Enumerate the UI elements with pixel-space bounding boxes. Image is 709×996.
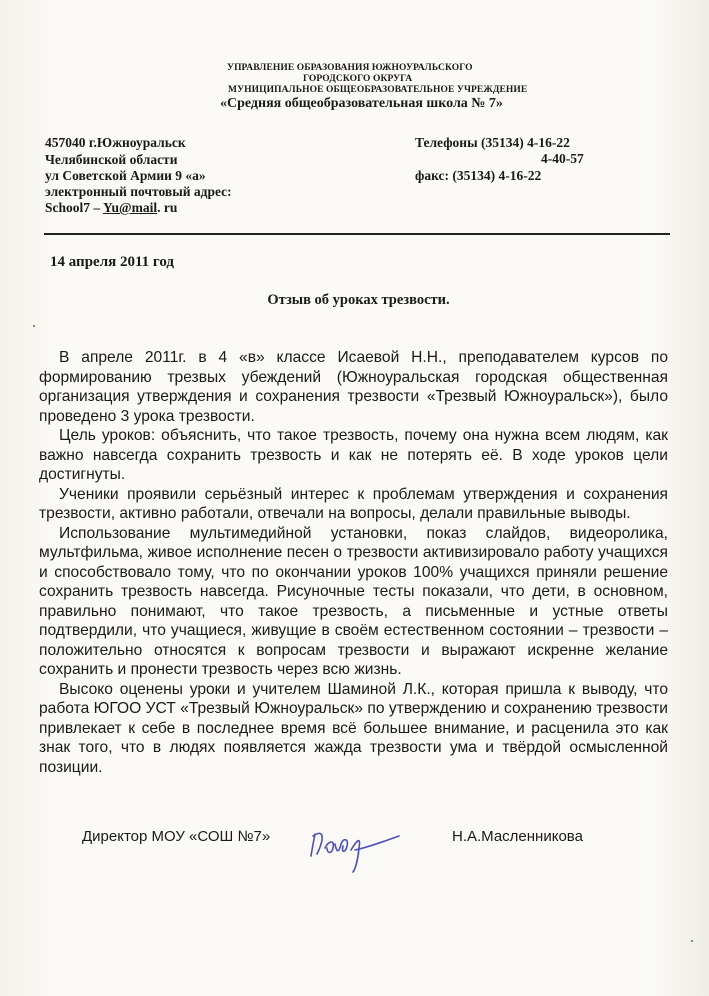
email-link[interactable]: Yu@mail [103,200,158,215]
document-date: 14 апреля 2011 год [50,254,174,270]
scan-speck [691,940,693,942]
document-body [39,348,668,777]
director-title: Директор МОУ «СОШ №7» [82,828,271,845]
school-name: «Средняя общеобразовательная школа № 7» [220,96,503,111]
address-line-3: ул Советской Армии 9 «а» [45,168,206,183]
fax-line: факс: (35134) 4-16-22 [415,168,542,183]
phone-line-2: 4-40-57 [541,151,584,166]
email-prefix: School7 – [45,200,104,215]
director-name: Н.А.Масленникова [452,828,583,845]
paragraph-3: Ученики проявили серьёзный интерес к проблемам утверждения и сохранения трезвости, активно работали, отвечали на вопросы, делали правильные выводы. [39,485,668,522]
email-label: электронный почтовый адрес: [45,184,232,199]
email-address [45,199,177,217]
email-suffix: . ru [157,200,178,215]
letterhead-line-2: ГОРОДСКОГО ОКРУГА [303,74,413,84]
paragraph-2: Цель уроков: объяснить, что такое трезвость, почему она нужна всем людям, как важно навсегда сохранить трезвость и как не потерять её. В ходе уроков цели достигнуты. [39,427,668,483]
paragraph-5: Высоко оценены уроки и учителем Шаминой Л.К., которая пришла к выводу, что работа ЮГОО УСТ «Трезвый Южноуральск» по утверждению и сохранению трезвости привлекает к себе в последнее время всё большее внимание, и расценила это как знак того, что в людях появляется жажда трезвости ума и твёрдой осмысленной позиции. [39,680,668,776]
paragraph-1: В апреле 2011г. в 4 «в» классе Исаевой Н.Н., преподавателем курсов по формированию трезвых убеждений (Южноуральская городская общественная организация утверждения и сохранения трезвости «Трезвый Южноуральск»), было проведено 3 урока трезвости. [39,349,668,425]
handwritten-signature [303,814,413,874]
address-line-1: 457040 г.Южноуральск [45,135,186,150]
letterhead-line-3: МУНИЦИПАЛЬНОЕ ОБЩЕОБРАЗОВАТЕЛЬНОЕ УЧРЕЖДЕНИЕ [228,85,528,95]
scan-speck [33,325,35,327]
phone-line-1: Телефоны (35134) 4-16-22 [415,135,570,150]
paragraph-4: Использование мультимедийной установки, показ слайдов, видеоролика, мультфильма, живое исполнение песен о трезвости активизировало работу учащихся и способствовало тому, что по окончании уроков 100% учащихся приняли решение сохранить трезвость навсегда. Рисуночные тесты показали, что дети, в основном, правильно понимают, что такое трезвость, а письменные и устные ответы подтвердили, что учащиеся, живущие в своём естественном состоянии – трезвости – положительно относятся к вопросам трезвости и выражают искренне желание сохранить и пронести трезвость через всю жизнь. [39,524,668,678]
letterhead-line-1: УПРАВЛЕНИЕ ОБРАЗОВАНИЯ ЮЖНОУРАЛЬСКОГО [227,63,473,73]
document-title: Отзыв об уроках трезвости. [267,292,450,308]
address-line-2: Челябинской области [45,152,178,167]
header-divider [44,233,670,235]
